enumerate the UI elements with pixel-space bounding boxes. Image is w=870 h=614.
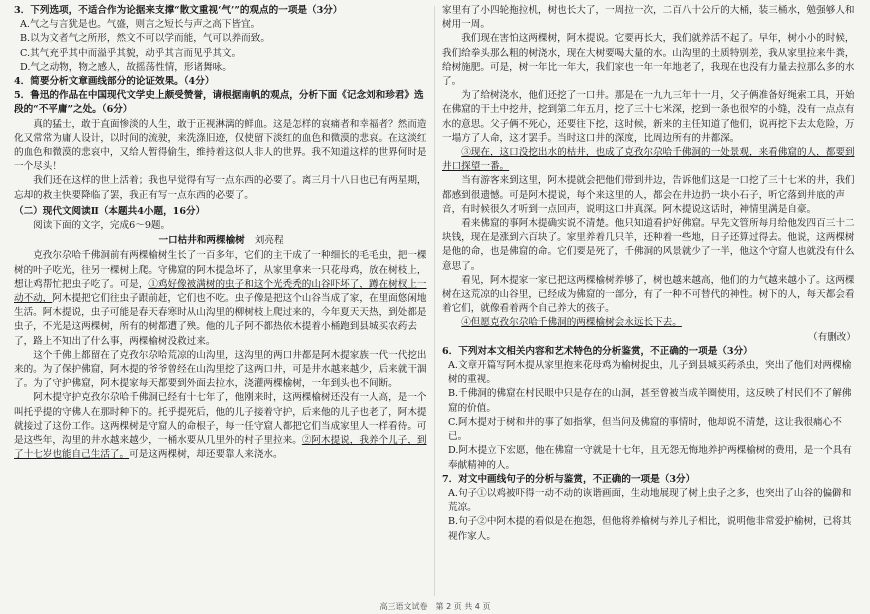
- question-4: 4．简要分析文章画线部分的论证效果。（4分）: [14, 76, 215, 88]
- story-paragraph-8: 看来佛窟的事阿木提确实说不清楚。他只知道看护好佛窟。早先文管所每月给他发四百三十二块钱，现在是涨到六百块了。家里养着几只羊，还种着一些地，日子还算过得去。他说，这两棵树是他的命，也是佛窟的命。它们要是死了，千佛洞的风景就少了一半，他这个守窟人也就没有什么意思了。: [442, 218, 855, 272]
- story-paragraph-6: 为了给树浇水，他们还挖了一口井。那是在一九九三年十一月，父子俩准备好绳索工具，开始在佛窟的干土中挖井，挖到第二年五月，挖了三十七米深，挖到一条也很窄的小缝，没有一点点有水的意思。父子俩不死心，还要往下挖，这时候，新来的主任知道了他们，说再挖下去太危险，万一塌方了人命，这才罢手。当时这口井的深度，比周边所有的井都深。: [442, 90, 855, 144]
- source-note: （有删改）: [808, 331, 856, 343]
- q6-option-d: D.阿木提立下宏愿，他在佛窟一守就是十七年，且无怨无悔地养护两棵榆树的费用，是一个具有奉献精神的人。: [448, 445, 852, 471]
- p1-text-a: 克孜尔尕哈千佛洞前有两棵榆树生长了一百多年，它们的主干成了一种细长的毛毛虫，把一棵树的叶子吃光，往另一棵树上爬。守佛窟的阿木提急坏了，从家里拿来一只花母鸡，放在树枝上，想让鸡帮忙把虫子吃了。可是，: [14, 250, 427, 290]
- q3-option-b: B.以为文者气之所形，然文不可以学而能，气可以养而致。: [20, 33, 270, 45]
- q6-option-a: A.文章开篇写阿木提从家里抱来花母鸡为榆树捉虫，儿子到县城买药杀虫，突出了他们对两棵榆树的重视。: [448, 360, 852, 386]
- story-paragraph-5: 我们现在害怕这两棵树，阿木提说。它要再长大，我们就养活不起了。早年，树小小的时候，我们给拳头那么粗的树浇水，现在大树要喝大量的水。山沟里的土质特别差，我从家里拉来牛粪，给树施肥。可是，树一年比一年大，我们家也一年一年地老了，我现在也没有力量去拉那么多的水了。: [442, 33, 855, 88]
- story-paragraph-1: [14, 249, 428, 348]
- q7-option-b: B.句子②中阿木提的看似是在抱怨，但他将养榆树与养儿子相比，说明他非常爱护榆树，已将其视作家人。: [448, 516, 852, 542]
- q5-excerpt-2: 我们还在这样的世上活着；我也早觉得有写一点东西的必要了。离三月十八日也已有两星期，忘却的救主快要降临了罢，我正有写一点东西的必要了。: [14, 175, 427, 201]
- story-paragraph-9: 看见，阿木提家一家已把这两棵榆树养够了，树也越来越高，他们的力气越来越小了。这两棵树在这荒凉的山谷里，已经成为佛窟的一部分，有了一种不可替代的神性。树下的人，每天都会看着它们，就像看着两个自己养大的孩子。: [442, 274, 855, 315]
- page-footer: 高三语文试卷 第 2 页 共 4 页: [379, 602, 491, 611]
- story-author: 刘亮程: [254, 235, 284, 247]
- q3-option-a: A.气之与言犹是也。气盛，则言之短长与声之高下皆宜。: [20, 19, 261, 31]
- underlined-sentence-3: ③现在，这口没挖出水的枯井，也成了克孜尔尕哈千佛洞的一处景观，来看佛窟的人，都要到井口探望一番。: [442, 147, 855, 173]
- q3-option-c: C.其气充乎其中而溢乎其貌，动乎其言而见乎其文。: [20, 47, 242, 59]
- story-paragraph-2: 这个千佛上都留在了克孜尔尕哈荒凉的山沟里，这沟里的两口井都是阿木提家族一代一代挖出来的。为了保护佛窟，阿木提的爷爷曾经在山沟里挖了这两口井，可是井水越来越少，后来就干涸了。为了守护佛窟，阿木提家每天都要到外面去拉水，浇灌两棵榆树，一年到头也不间断。: [14, 349, 427, 390]
- question-5: 5．鲁迅的作品在中国现代文学史上颇受赞誉，请根据南帆的观点，分析下面《记念刘和珍君》选段的“不平庸”之处。（6分）: [14, 90, 424, 116]
- story-paragraph-3: [14, 391, 428, 462]
- right-column: [442, 4, 856, 544]
- story-title-line: [14, 234, 428, 248]
- story-paragraph-4: 家里有了小四轮拖拉机，树也长大了，一周拉一次，二百八十公斤的大桶，装三桶水，勉强够人和树用一周。: [442, 5, 855, 31]
- p3-text: 阿木提守护克孜尔尕哈千佛洞已经有十七年了，他刚来时，这两棵榆树还没有一人高，是一个叫托乎提的守佛人在那时种下的。托乎提死后，他的儿子接着守护，后来他的儿子也老了，阿木提就接过了这份工作。这两棵树是守窟人的命根子，每一任守窟人都把它们当成家里人一样看待。可是这些年，沟里的井水越来越少，一桶水要从几里外的村子里拉来。: [14, 392, 427, 447]
- reading-intro: 阅读下面的文字，完成6～9题。: [33, 220, 171, 232]
- story-title: 一口枯井和两棵榆树: [158, 235, 245, 247]
- p3-tail: 可是这两棵树，却还要靠人来浇水。: [129, 449, 283, 461]
- q3-option-d: D.气之动物，物之感人，故摇荡性情，形诸舞咏。: [20, 61, 232, 73]
- p1-text-b: 阿木提把它们往虫子跟前赶，它们也不吃。虫子像是把这个山谷当成了家，在里面悠闲地生活。阿木提说，虫子可能是春天春寒时从山沟里的柳树枝上爬过来的，今年夏天天热，到处都是虫子，不光是这两棵树，所有的树都遭了殃。他的儿子阿不都热依木提着小桶跑到县城买农药去了，路上不知出了什么事，两棵榆树没救过来。: [14, 293, 427, 347]
- q7-option-a: A.句子①以鸡被吓得一动不动的诙谐画面，生动地展现了树上虫子之多，也突出了山谷的偏僻和荒凉。: [448, 487, 852, 514]
- underlined-sentence-2: ②阿木提说，我养个儿子，到了十七岁也能自己生活了。: [14, 435, 427, 461]
- column-divider: [434, 6, 435, 596]
- story-paragraph-7: 当有游客来到这里，阿木提就会把他们带到井边，告诉他们这是一口挖了三十七米的井，我们都感到很遗憾。可是阿木提说，每个来这里的人，都会在井边扔一块小石子，听它落到井底的声音，有时候很久才听到一点回声，说明这口井真深。阿木提说这话时，神情里满是自豪。: [442, 175, 855, 215]
- q6-option-b: B.千佛洞的佛窟在村民眼中只是存在的山洞，甚至曾被当成羊圈使用，这反映了村民们不了解佛窟的价值。: [448, 388, 852, 414]
- underlined-sentence-1: ①鸡好像被满树的虫子和这个光秃秃的山谷吓坏了，蹲在树杈上一动不动，: [14, 278, 427, 305]
- section-heading: （二）现代文阅读Ⅱ（本题共4小题，16分）: [14, 205, 206, 217]
- question-6: 6．下列对本文相关内容和艺术特色的分析鉴赏，不正确的一项是（3分）: [442, 345, 753, 357]
- question-7: 7．对文中画线句子的分析与鉴赏，不正确的一项是（3分）: [442, 473, 696, 485]
- underlined-sentence-4: ④但愿克孜尔尕哈千佛洞的两棵榆树会永远长下去。: [461, 317, 682, 329]
- q6-option-c: C.阿木提对于树和井的事了如指掌，但当问及佛窟的事情时，他却说不清楚，这让我很痛心不已。: [448, 416, 842, 443]
- left-column: [14, 4, 428, 463]
- question-3: 3．下列选项，不适合作为论据来支撑“散文重视‘气’”的观点的一项是（3分）: [14, 5, 343, 16]
- closing-line: [442, 316, 856, 330]
- q5-excerpt-1: 真的猛士，敢于直面惨淡的人生，敢于正视淋漓的鲜血。这是怎样的哀痛者和幸福者？然而造化又常常为庸人设计，以时间的流驶，来洗涤旧迹，仅使留下淡红的血色和微漠的悲哀。在这淡红的血色和微漠的悲哀中，又给人暂得偷生，维持着这似人非人的世界。我不知道这样的世界何时是一个尽头！: [14, 118, 427, 173]
